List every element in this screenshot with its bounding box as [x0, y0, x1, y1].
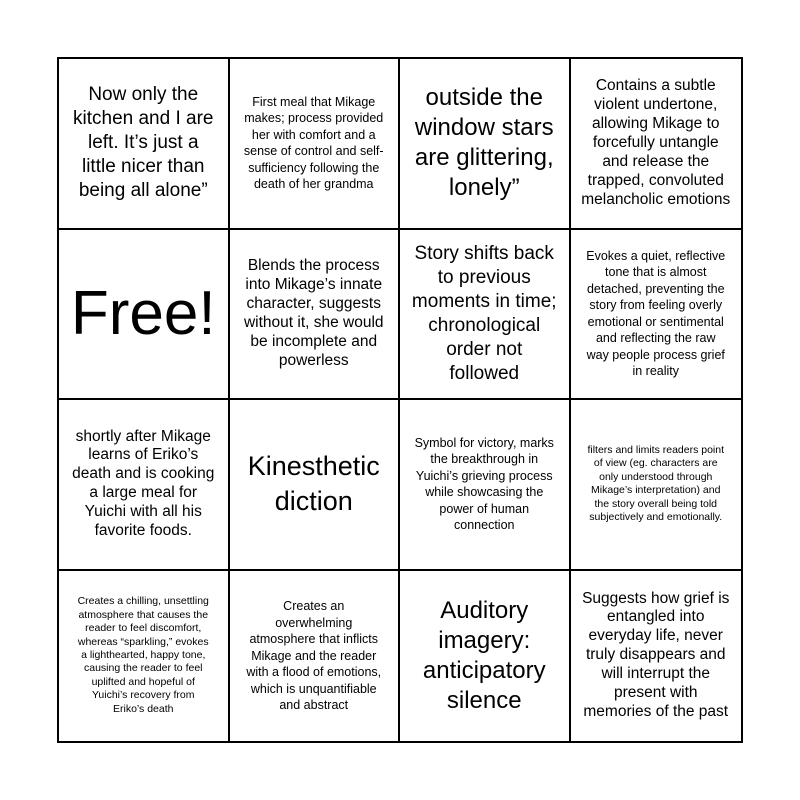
bingo-cell-r1c2 [230, 59, 401, 230]
bingo-cell-text: Auditory imagery: anticipatory silence [422, 596, 546, 714]
bingo-cell-r2c4 [571, 230, 742, 401]
bingo-cell-r2c3 [400, 230, 571, 401]
bingo-cell-text: Evokes a quiet, reflective tone that is almost detached, preventing the story from feeling overly emotional or sentimental and reflecting the raw way people process grief in reality [586, 248, 726, 379]
bingo-cell-r4c3 [400, 571, 571, 742]
bingo-cell-text: Creates an overwhelming atmosphere that inflicts Mikage and the reader with a flood of emotions, which is unquantifiable and abstract [246, 599, 382, 712]
bingo-cell-text: Kinesthetic diction [247, 451, 380, 517]
bingo-cell-r4c4 [571, 571, 742, 742]
bingo-cell-text: Story shifts back to previous moments in time; chronological order not followed [411, 242, 557, 384]
bingo-cell-r3c4 [571, 400, 742, 571]
bingo-cell-r1c3 [400, 59, 571, 230]
bingo-cell-text: First meal that Mikage makes; process provided her with comfort and a sense of control and self-sufficiency following the death of her grandma [243, 94, 384, 192]
bingo-cell-text: Symbol for victory, marks the breakthrough in Yuichi’s grieving process while showcasing the power of human connection [414, 435, 554, 533]
bingo-cell-r1c4 [571, 59, 742, 230]
bingo-cell-text: shortly after Mikage learns of Eriko’s death and is cooking a large meal for Yuichi with all his favorite foods. [72, 427, 215, 540]
bingo-cell-text: Contains a subtle violent undertone, allowing Mikage to forcefully untangle and release the trapped, convoluted melancholic emotions [581, 77, 731, 208]
bingo-cell-r3c3 [400, 400, 571, 571]
bingo-cell-r4c2 [230, 571, 401, 742]
bingo-cell-r3c1 [59, 400, 230, 571]
bingo-card [57, 57, 743, 743]
bingo-cell-text: Now only the kitchen and I are left. It’s just a little nicer than being all alone” [73, 84, 214, 202]
bingo-cell-r1c1 [59, 59, 230, 230]
bingo-cell-text: Creates a chilling, unsettling atmosphere that causes the reader to feel discomfort, whereas “sparkling,” evokes a lighthearted, happy tone, causing the reader to feel uplifted and hopeful of Yuichi’s recovery from Eriko’s death [77, 595, 209, 715]
bingo-cell-text: outside the window stars are glittering, lonely” [414, 84, 554, 202]
bingo-cell-text: Blends the process into Mikage’s innate character, suggests without it, she would be incomplete and powerless [243, 257, 384, 369]
free-space-text: Free! [70, 278, 216, 348]
bingo-cell-r2c2 [230, 230, 401, 401]
bingo-cell-r3c2 [230, 400, 401, 571]
bingo-cell-text: filters and limits readers point of view (eg. characters are only understood through Mikage’s interpretation) and the story overall being told subjectively and emotionally. [587, 443, 725, 524]
bingo-cell-text: Suggests how grief is entangled into everyday life, never truly disappears and will interrupt the present with memories of the past [582, 589, 730, 721]
bingo-cell-free [59, 230, 230, 401]
bingo-cell-r4c1 [59, 571, 230, 742]
